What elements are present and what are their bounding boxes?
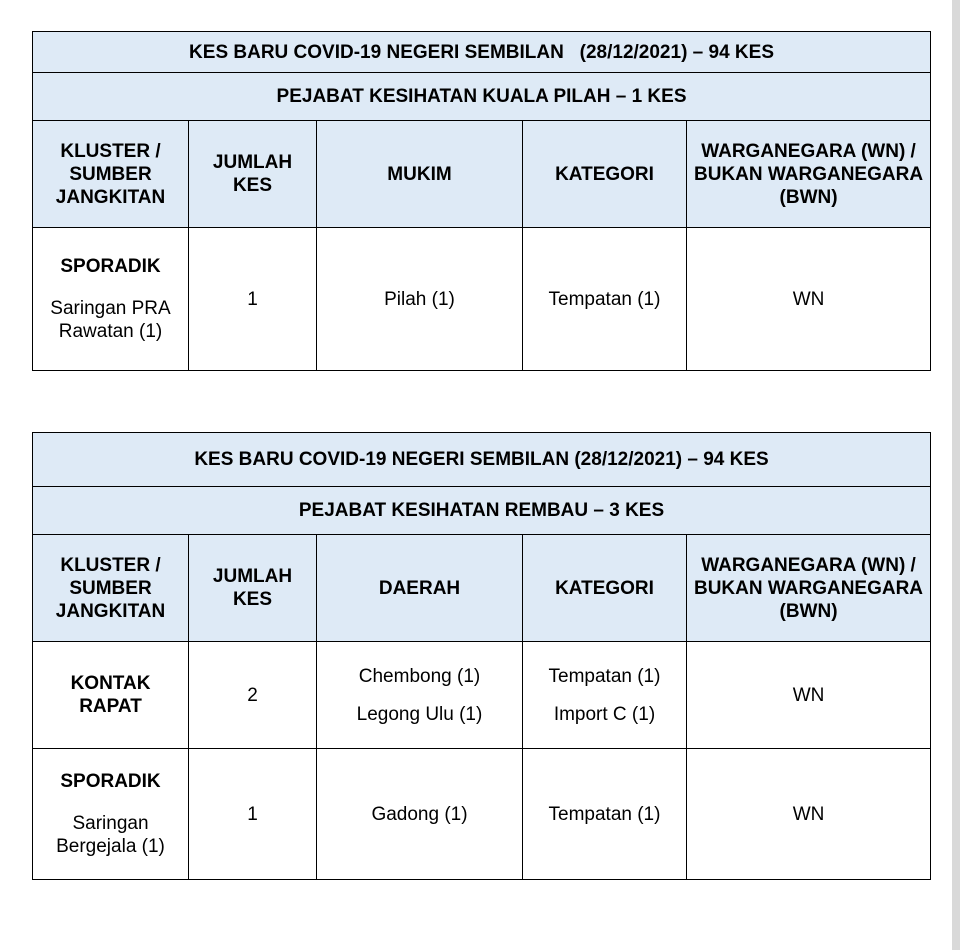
cluster-cell: [33, 749, 189, 880]
header-cluster: KLUSTER / SUMBER JANGKITAN: [33, 121, 189, 228]
header-mukim: MUKIM: [317, 121, 523, 228]
table-row: [33, 228, 931, 371]
category-item: Tempatan (1): [548, 665, 661, 687]
table-row: [33, 642, 931, 749]
category-cell: [523, 642, 687, 749]
case-table-kuala-pilah: [32, 31, 931, 371]
page-edge: [952, 0, 960, 950]
table-title: KES BARU COVID-19 NEGERI SEMBILAN (28/12/2021) – 94 KES: [33, 32, 931, 73]
case-count: 1: [189, 228, 317, 371]
case-table-rembau: [32, 432, 931, 880]
cluster-name: SPORADIK: [60, 771, 161, 792]
place-cell: Pilah (1): [317, 228, 523, 371]
header-category: KATEGORI: [523, 535, 687, 642]
table-row: [33, 749, 931, 880]
category-item: Import C (1): [553, 703, 656, 725]
nationality-cell: WN: [687, 642, 931, 749]
nationality-cell: WN: [687, 749, 931, 880]
category-cell: Tempatan (1): [523, 749, 687, 880]
nationality-cell: WN: [687, 228, 931, 371]
table-title: KES BARU COVID-19 NEGERI SEMBILAN (28/12/2021) – 94 KES: [33, 433, 931, 487]
header-cluster: KLUSTER / SUMBER JANGKITAN: [33, 535, 189, 642]
cluster-name: SPORADIK: [60, 256, 161, 277]
office-heading: PEJABAT KESIHATAN KUALA PILAH – 1 KES: [33, 73, 931, 121]
place-cell: Gadong (1): [317, 749, 523, 880]
header-category: KATEGORI: [523, 121, 687, 228]
header-count: JUMLAH KES: [189, 121, 317, 228]
place-cell: [317, 642, 523, 749]
header-daerah: DAERAH: [317, 535, 523, 642]
case-count: 2: [189, 642, 317, 749]
place-item: Legong Ulu (1): [356, 703, 483, 725]
header-nationality: WARGANEGARA (WN) / BUKAN WARGANEGARA (BWN): [687, 535, 931, 642]
cluster-source: Saringan PRA Rawatan (1): [50, 298, 171, 342]
header-nationality: WARGANEGARA (WN) / BUKAN WARGANEGARA (BWN): [687, 121, 931, 228]
cluster-source: Saringan Bergejala (1): [56, 813, 165, 857]
header-count: JUMLAH KES: [189, 535, 317, 642]
office-heading: PEJABAT KESIHATAN REMBAU – 3 KES: [33, 487, 931, 535]
cluster-name: KONTAK RAPAT: [33, 642, 189, 749]
case-count: 1: [189, 749, 317, 880]
cluster-cell: [33, 228, 189, 371]
place-item: Chembong (1): [358, 665, 481, 687]
category-cell: Tempatan (1): [523, 228, 687, 371]
